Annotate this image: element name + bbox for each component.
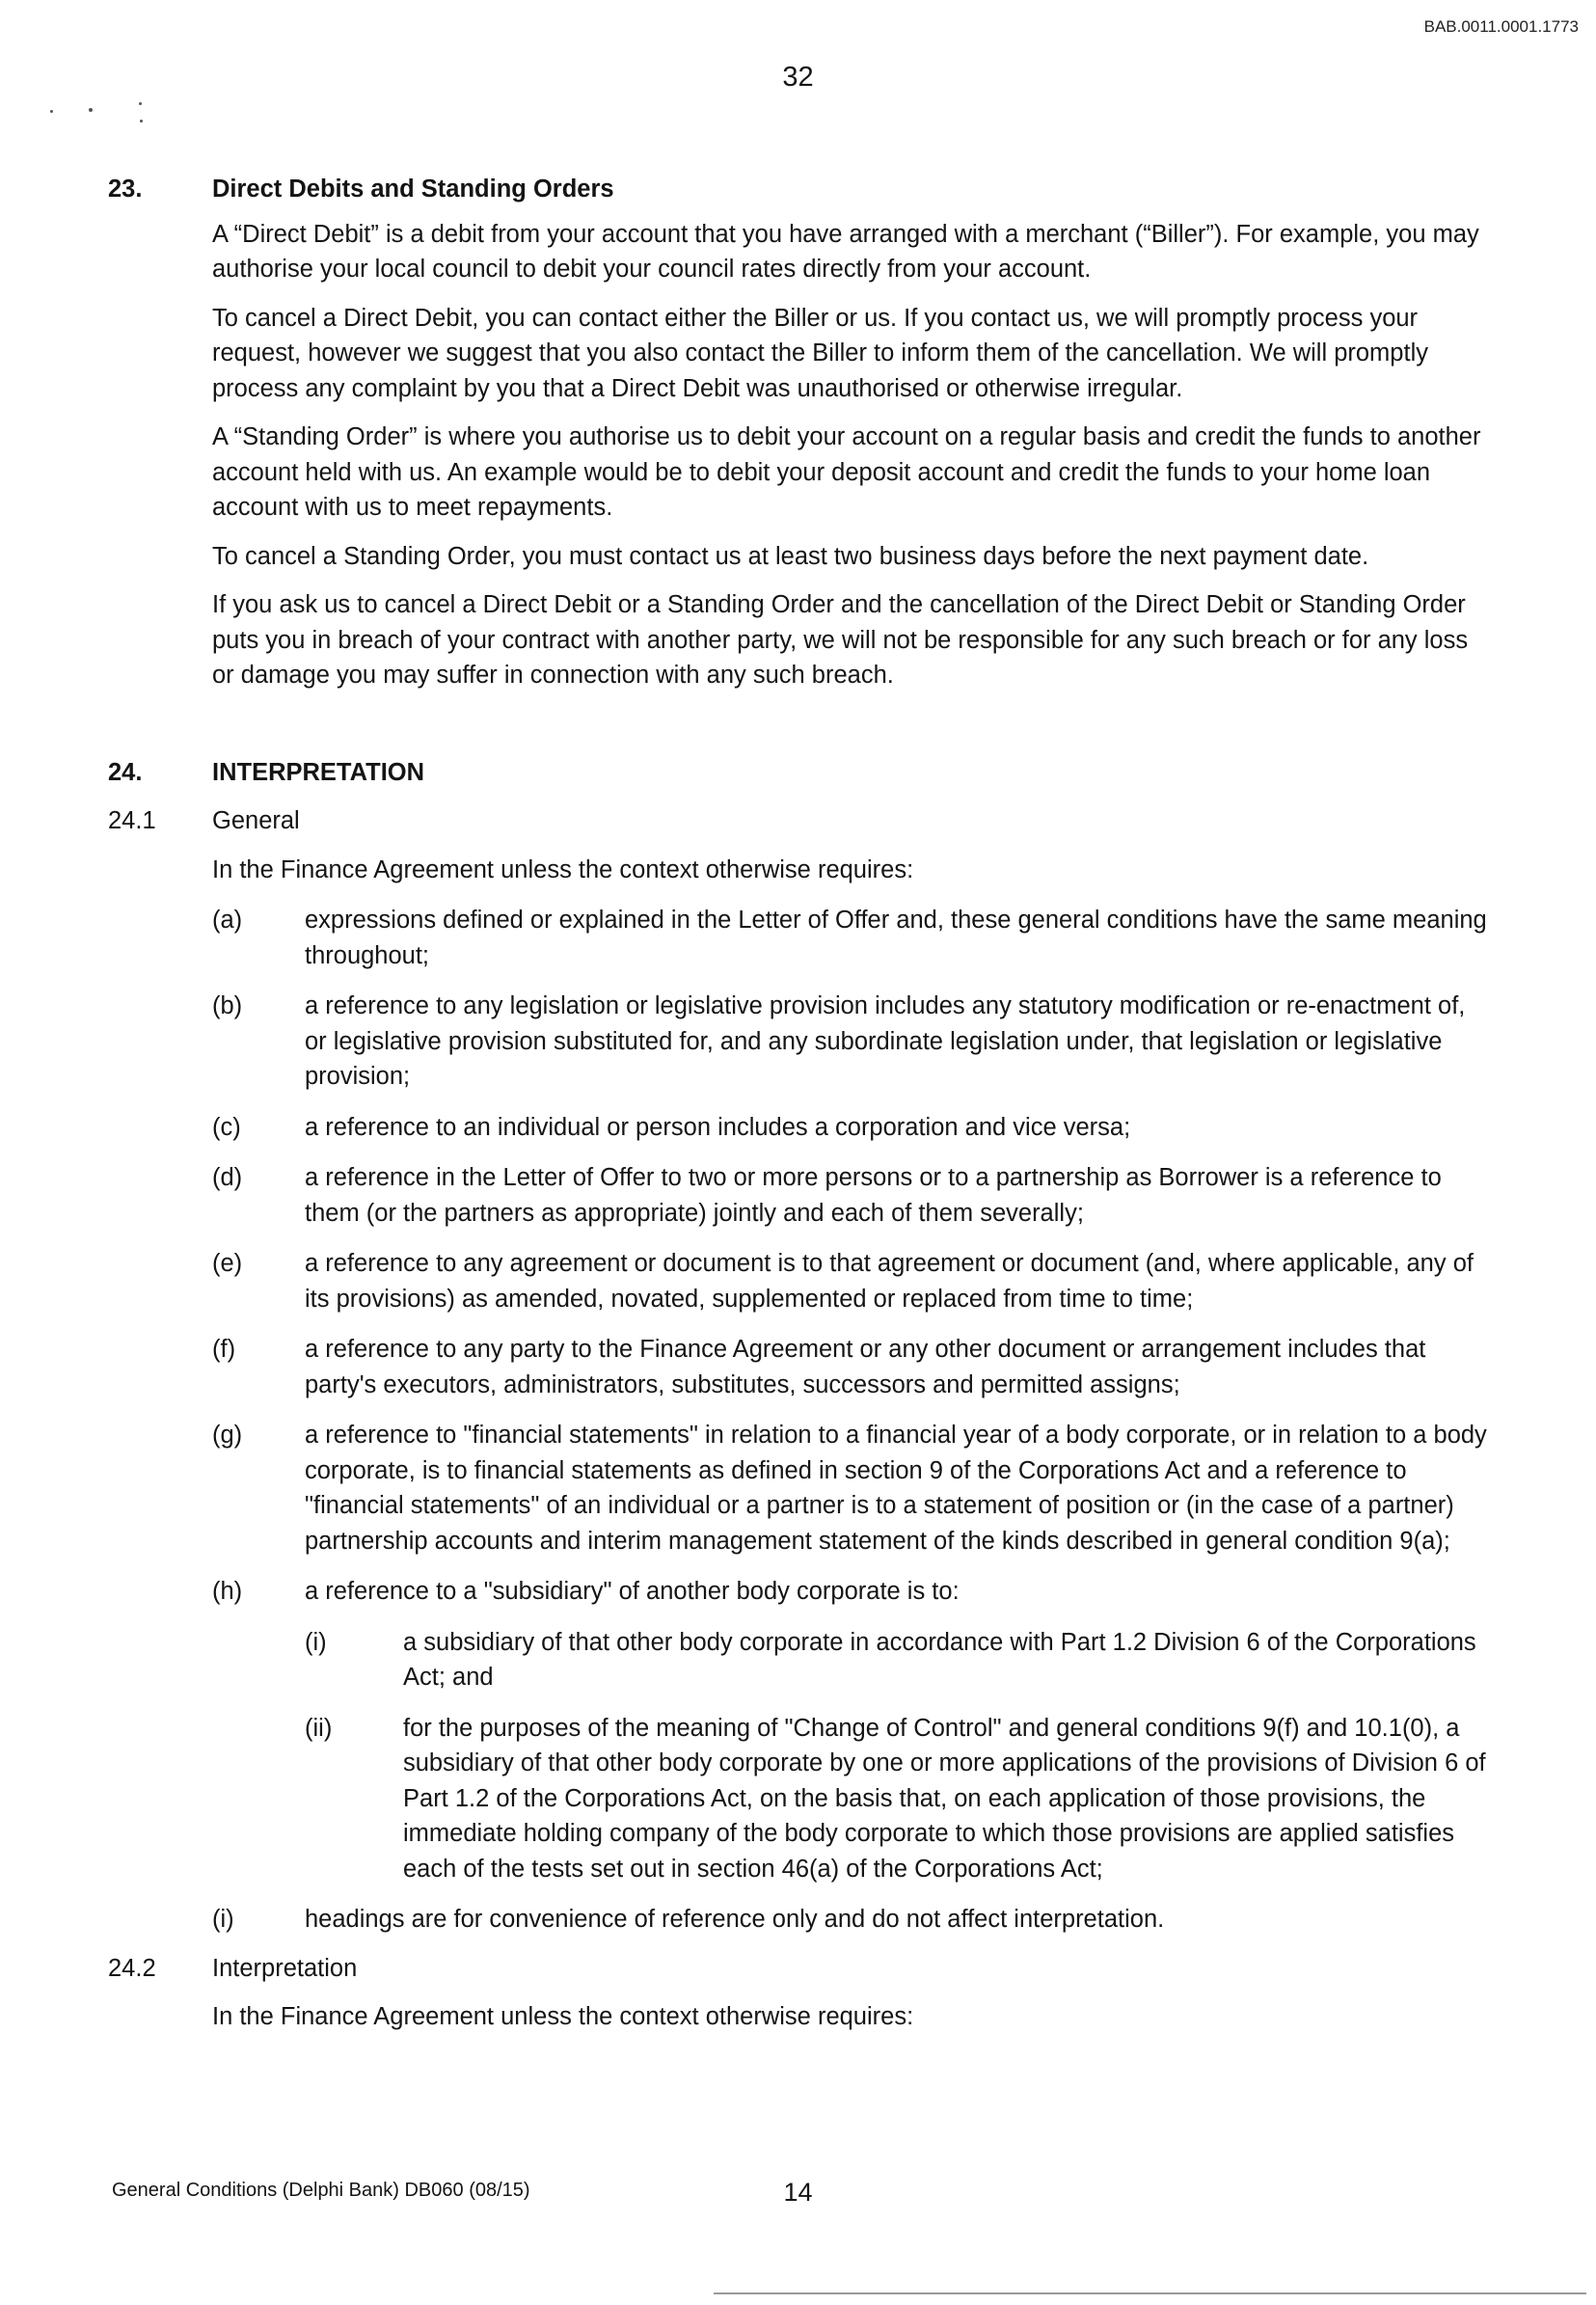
list-item: [108, 1332, 1487, 1402]
item-label: (f): [212, 1336, 236, 1363]
section-number: 23.: [108, 176, 143, 203]
item-label: (e): [212, 1250, 243, 1277]
scan-specks: [46, 96, 162, 135]
list-item: [108, 903, 1487, 973]
item-text: a subsidiary of that other body corporate in accordance with Part 1.2 Division 6 of the Corporations Act; and: [403, 1628, 1476, 1691]
section-number: 24.: [108, 758, 143, 786]
paragraph: To cancel a Direct Debit, you can contact either the Biller or us. If you contact us, we will promptly process your request, however we suggest that you also contact the Biller to inform them of the cancellation. We will promptly process any complaint by you that a Direct Debit was unauthorised or otherwise irregular.: [212, 304, 1428, 402]
footer-document-reference: General Conditions (Delphi Bank) DB060 (08/15): [112, 2180, 530, 2201]
item-label: (c): [212, 1113, 241, 1141]
section-24-heading: [108, 755, 1487, 791]
list-item: [108, 1110, 1487, 1146]
item-label: (ii): [305, 1714, 333, 1742]
document-body: [108, 172, 1487, 2035]
nested-list-item: [108, 1625, 1487, 1695]
item-text: headings are for convenience of reference only and do not affect interpretation.: [305, 1906, 1165, 1933]
subsection-intro: In the Finance Agreement unless the context otherwise requires:: [212, 855, 914, 883]
footer-page-number: 14: [783, 2178, 813, 2207]
subsection-24-2-heading: [108, 1951, 1487, 1987]
item-text: a reference to a "subsidiary" of another body corporate is to:: [305, 1578, 960, 1605]
item-label: (a): [212, 907, 243, 934]
paragraph: To cancel a Standing Order, you must contact us at least two business days before the next payment date.: [212, 542, 1369, 570]
subsection-24-1-heading: [108, 803, 1487, 839]
item-label: (i): [305, 1628, 327, 1656]
page-number: 32: [782, 62, 814, 93]
section-23-heading: [108, 172, 1487, 207]
list-item: [108, 1418, 1487, 1559]
section-title: INTERPRETATION: [212, 758, 425, 786]
paragraph: If you ask us to cancel a Direct Debit or a Standing Order and the cancellation of the Direct Debit or Standing Order puts you in breach of your contract with another party, we will not be responsible for any such breach or for any loss or damage you may suffer in connection with any such breach.: [212, 591, 1469, 689]
item-text: a reference to any party to the Finance Agreement or any other document or arrangement includes that party's executors, administrators, substitutes, successors and permitted assigns;: [305, 1336, 1426, 1398]
item-text: a reference to an individual or person includes a corporation and vice versa;: [305, 1113, 1131, 1141]
subsection-number: 24.1: [108, 807, 156, 834]
scan-bottom-edge: [714, 2292, 1586, 2294]
section-title: Direct Debits and Standing Orders: [212, 176, 614, 203]
list-item: [108, 989, 1487, 1095]
subsection-intro: In the Finance Agreement unless the context otherwise requires:: [212, 2003, 914, 2030]
item-text: a reference in the Letter of Offer to two or more persons or to a partnership as Borrower is a reference to them (or the partners as appropriate) jointly and each of them severally;: [305, 1164, 1442, 1227]
subsection-title: General: [212, 807, 300, 834]
paragraph: A “Direct Debit” is a debit from your account that you have arranged with a merchant (“Biller”). For example, you may authorise your local council to debit your council rates directly from your account.: [212, 220, 1479, 283]
item-label: (b): [212, 992, 243, 1019]
list-item: [108, 1902, 1487, 1938]
item-label: (h): [212, 1578, 243, 1605]
subsection-number: 24.2: [108, 1954, 156, 1982]
item-text: expressions defined or explained in the Letter of Offer and, these general conditions have the same meaning throughout;: [305, 907, 1487, 969]
list-item: [108, 1160, 1487, 1231]
list-item: [108, 1574, 1487, 1610]
paragraph: A “Standing Order” is where you authorise us to debit your account on a regular basis and credit the funds to another account held with us. An example would be to debit your deposit account and credit the funds to your home loan account with us to meet repayments.: [212, 423, 1481, 521]
item-text: a reference to "financial statements" in relation to a financial year of a body corporate, or in relation to a body corporate, is to financial statements as defined in section 9 of the Corporations Act and a reference to "financial statements" of an individual or a partner is to a statement of position or (in the case of a partner) partnership accounts and interim management statement of the kinds described in general condition 9(a);: [305, 1422, 1487, 1555]
item-label: (i): [212, 1906, 234, 1933]
subsection-title: Interpretation: [212, 1954, 358, 1982]
list-item: [108, 1246, 1487, 1316]
item-text: for the purposes of the meaning of "Change of Control" and general conditions 9(f) and 10.1(0), a subsidiary of that other body corporate by one or more applications of the provisions of Division 6 of Part 1.2 of the Corporations Act, on the basis that, on each application of those provisions, the immediate holding company of the body corporate to which those provisions are applied satisfies each of the tests set out in section 46(a) of the Corporations Act;: [403, 1714, 1486, 1883]
document-id: BAB.0011.0001.1773: [1423, 17, 1579, 36]
section-23-body: [108, 217, 1487, 693]
nested-list-item: [108, 1711, 1487, 1887]
item-label: (d): [212, 1164, 243, 1191]
item-text: a reference to any agreement or document is to that agreement or document (and, where applicable, any of its provisions) as amended, novated, supplemented or replaced from time to time;: [305, 1250, 1474, 1313]
item-text: a reference to any legislation or legislative provision includes any statutory modification or re-enactment of, or legislative provision substituted for, and any subordinate legislation under, that legislation or legislative provision;: [305, 992, 1466, 1090]
item-label: (g): [212, 1422, 243, 1449]
